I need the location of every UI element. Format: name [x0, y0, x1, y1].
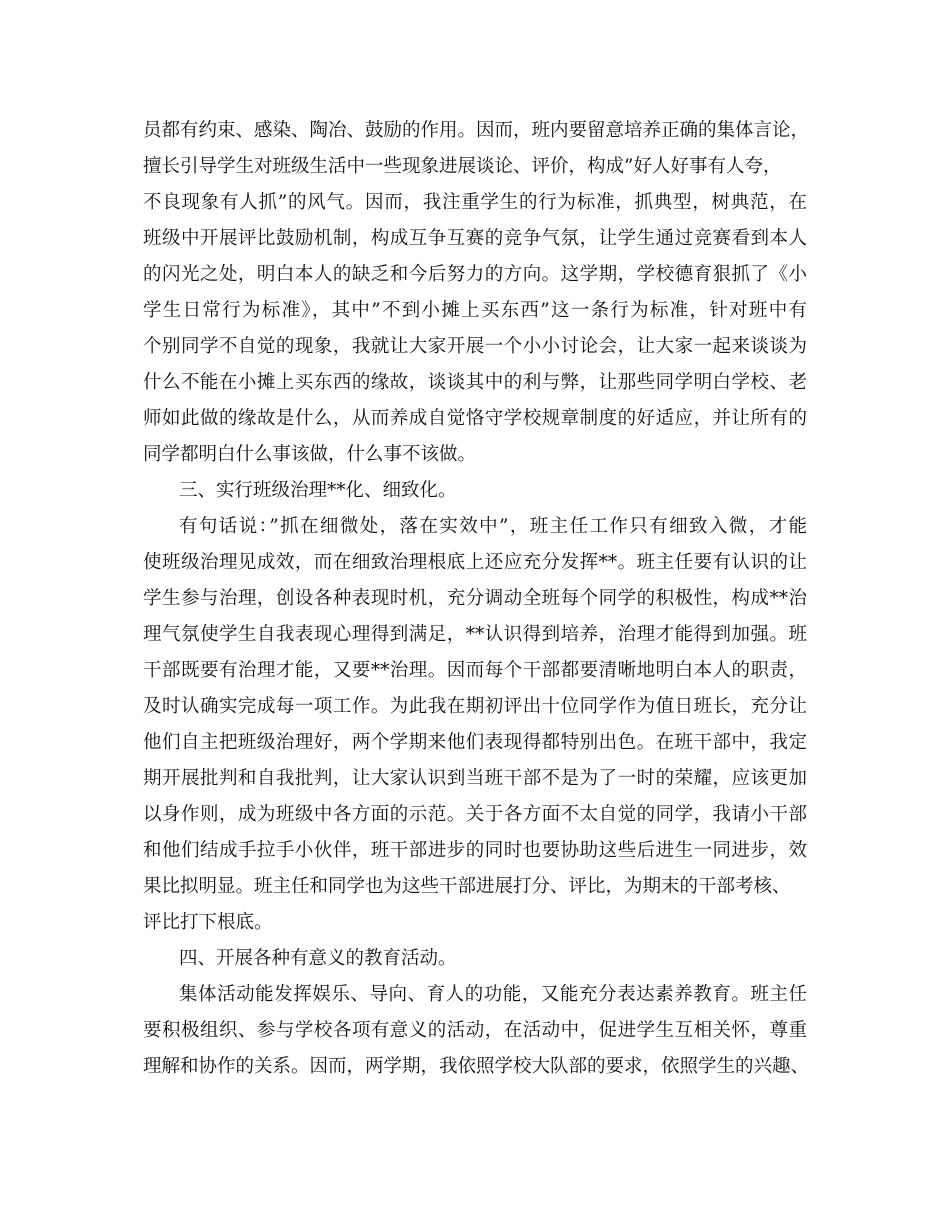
text-line: 果比拟明显。班主任和同学也为这些干部进展打分、评比，为期末的干部考核、	[143, 876, 791, 897]
text-line: 师如此做的缘故是什么，从而养成自觉恪守学校规章制度的好适应，并让所有的	[143, 408, 807, 429]
text-line: 员都有约束、感染、陶冶、鼓励的作用。因而，班内要留意培养正确的集体言论，	[143, 120, 810, 141]
text-line: 干部既要有治理才能，又要**治理。因而每个干部都要清晰地明白本人的职责，	[143, 660, 807, 681]
text-line: 同学都明白什么事该做，什么事不该做。	[143, 444, 477, 465]
text-line: 使班级治理见成效，而在细致治理根底上还应充分发挥**。班主任要有认识的让	[143, 552, 807, 573]
text-line: 个别同学不自觉的现象，我就让大家开展一个小小讨论会，让大家一起来谈谈为	[143, 336, 807, 357]
text-line: 理气氛使学生自我表现心理得到满足，**认识得到培养，治理才能得到加强。班	[143, 624, 807, 645]
section-heading: 三、实行班级治理**化、细致化。	[179, 480, 457, 501]
text-line: 要积极组织、参与学校各项有意义的活动，在活动中，促进学生互相关怀，尊重	[143, 1020, 807, 1041]
text-line: 评比打下根底。	[143, 912, 273, 933]
text-line: 有句话说：”抓在细微处，落在实效中”，班主任工作只有细致入微，才能	[179, 516, 807, 537]
text-line: 理解和协作的关系。因而，两学期，我依照学校大队部的要求，依照学生的兴趣、	[143, 1056, 810, 1077]
text-line: 集体活动能发挥娱乐、导向、育人的功能，又能充分表达素养教育。班主任	[179, 984, 807, 1005]
text-line: 的闪光之处，明白本人的缺乏和今后努力的方向。这学期，学校德育狠抓了《小	[143, 264, 807, 285]
text-line: 他们自主把班级治理好，两个学期来他们表现得都特别出色。在班干部中，我定	[143, 732, 807, 753]
document-body	[143, 113, 810, 1085]
text-line: 期开展批判和自我批判，让大家认识到当班干部不是为了一时的荣耀，应该更加	[143, 768, 807, 789]
text-line: 以身作则，成为班级中各方面的示范。关于各方面不太自觉的同学，我请小干部	[143, 804, 807, 825]
text-line: 及时认确实完成每一项工作。为此我在期初评出十位同学作为值日班长，充分让	[143, 696, 807, 717]
text-line: 学生日常行为标准》，其中”不到小摊上买东西”这一条行为标准，针对班中有	[143, 300, 807, 321]
text-line: 和他们结成手拉手小伙伴，班干部进步的同时也要协助这些后进生一同进步，效	[143, 840, 807, 861]
text-line: 不良现象有人抓”的风气。因而，我注重学生的行为标准，抓典型，树典范，在	[143, 192, 807, 213]
text-line: 擅长引导学生对班级生活中一些现象进展谈论、评价，构成”好人好事有人夸，	[143, 156, 782, 177]
text-line: 学生参与治理，创设各种表现时机，充分调动全班每个同学的积极性，构成**治	[143, 588, 807, 609]
text-line: 班级中开展评比鼓励机制，构成互争互赛的竞争气氛，让学生通过竞赛看到本人	[143, 228, 807, 249]
section-heading: 四、开展各种有意义的教育活动。	[179, 948, 457, 969]
text-line: 什么不能在小摊上买东西的缘故，谈谈其中的利与弊，让那些同学明白学校、老	[143, 372, 807, 393]
